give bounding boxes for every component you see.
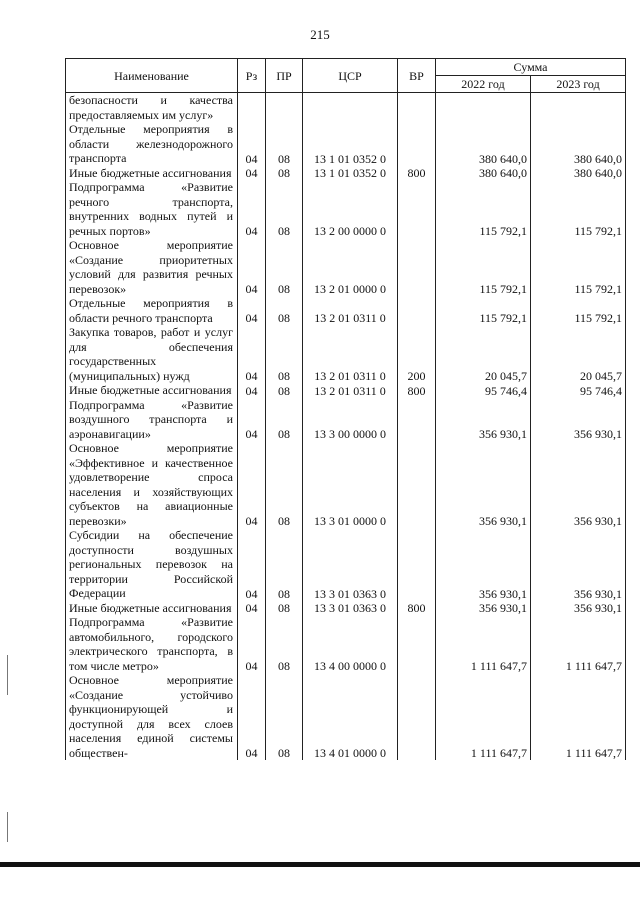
- row-name: Отдельные мероприятия в области речного транспорта: [66, 296, 238, 325]
- row-rz: 04: [238, 441, 266, 528]
- row-name: Отдельные мероприятия в области железнодорожного транспорта: [66, 122, 238, 166]
- row-sum-2023: 115 792,1: [531, 238, 626, 296]
- row-name: Подпрограмма «Развитие воздушного транспорта и аэронавигации»: [66, 398, 238, 442]
- row-sum-2022: 356 930,1: [436, 601, 531, 616]
- row-rz: [238, 93, 266, 123]
- row-vr: [398, 528, 436, 601]
- row-pr: 08: [266, 601, 303, 616]
- row-rz: 04: [238, 383, 266, 398]
- row-vr: [398, 615, 436, 673]
- row-sum-2023: 1 111 647,7: [531, 673, 626, 760]
- row-name: Основное мероприятие «Эффективное и качественное удовлетворение спроса населения и хозяйствующих субъектов на авиационные перевозки»: [66, 441, 238, 528]
- row-sum-2022: 1 111 647,7: [436, 673, 531, 760]
- row-name: безопасности и качества предоставляемых им услуг»: [66, 93, 238, 123]
- row-name: Иные бюджетные ассигнования: [66, 601, 238, 616]
- header-vr: ВР: [398, 59, 436, 93]
- row-vr: [398, 122, 436, 166]
- table-row: [66, 601, 626, 616]
- header-name: Наименование: [66, 59, 238, 93]
- row-csr: [303, 93, 398, 123]
- header-year-2023: 2023 год: [531, 76, 626, 93]
- table-row: [66, 296, 626, 325]
- row-sum-2023: 20 045,7: [531, 325, 626, 383]
- row-rz: 04: [238, 673, 266, 760]
- row-rz: 04: [238, 601, 266, 616]
- row-vr: [398, 180, 436, 238]
- row-rz: 04: [238, 122, 266, 166]
- row-vr: 800: [398, 601, 436, 616]
- row-pr: 08: [266, 528, 303, 601]
- table-row: [66, 325, 626, 383]
- row-sum-2023: 115 792,1: [531, 180, 626, 238]
- row-sum-2022: 115 792,1: [436, 238, 531, 296]
- row-sum-2023: 95 746,4: [531, 383, 626, 398]
- row-rz: 04: [238, 615, 266, 673]
- table-row: [66, 238, 626, 296]
- row-pr: 08: [266, 383, 303, 398]
- table-row: [66, 673, 626, 760]
- scan-bottom-edge: [0, 862, 640, 867]
- row-csr: 13 2 01 0311 0: [303, 325, 398, 383]
- table-row: [66, 180, 626, 238]
- row-pr: 08: [266, 398, 303, 442]
- row-rz: 04: [238, 528, 266, 601]
- row-vr: [398, 238, 436, 296]
- row-vr: [398, 441, 436, 528]
- table-row: [66, 166, 626, 181]
- table-row: [66, 528, 626, 601]
- row-vr: [398, 296, 436, 325]
- row-sum-2023: 356 930,1: [531, 601, 626, 616]
- row-rz: 04: [238, 296, 266, 325]
- row-name: Основное мероприятие «Создание устойчиво функционирующей и доступной для всех слоев населения единой системы обществен-: [66, 673, 238, 760]
- row-pr: 08: [266, 296, 303, 325]
- row-name: Закупка товаров, работ и услуг для обеспечения государственных (муниципальных) нужд: [66, 325, 238, 383]
- row-pr: 08: [266, 166, 303, 181]
- row-csr: 13 3 00 0000 0: [303, 398, 398, 442]
- row-name: Подпрограмма «Развитие автомобильного, городского электрического транспорта, в том числе метро»: [66, 615, 238, 673]
- row-csr: 13 1 01 0352 0: [303, 122, 398, 166]
- row-pr: [266, 93, 303, 123]
- row-pr: 08: [266, 441, 303, 528]
- budget-table: [65, 58, 626, 760]
- header-year-2022: 2022 год: [436, 76, 531, 93]
- row-sum-2022: 95 746,4: [436, 383, 531, 398]
- row-csr: 13 2 01 0311 0: [303, 383, 398, 398]
- row-pr: 08: [266, 180, 303, 238]
- row-vr: 200: [398, 325, 436, 383]
- header-sum: Сумма: [436, 59, 626, 76]
- row-sum-2022: 356 930,1: [436, 398, 531, 442]
- scan-margin-mark: [7, 812, 8, 842]
- table-row: [66, 398, 626, 442]
- row-sum-2022: 380 640,0: [436, 166, 531, 181]
- header-csr: ЦСР: [303, 59, 398, 93]
- row-sum-2022: 380 640,0: [436, 122, 531, 166]
- row-pr: 08: [266, 615, 303, 673]
- row-rz: 04: [238, 166, 266, 181]
- row-vr: [398, 673, 436, 760]
- row-name: Подпрограмма «Развитие речного транспорта, внутренних водных путей и речных портов»: [66, 180, 238, 238]
- row-name: Основное мероприятие «Создание приоритетных условий для развития речных перевозок»: [66, 238, 238, 296]
- row-name: Субсидии на обеспечение доступности воздушных региональных перевозок на территории Российской Федерации: [66, 528, 238, 601]
- table-row: [66, 615, 626, 673]
- row-csr: 13 3 01 0363 0: [303, 528, 398, 601]
- header-rz: Рз: [238, 59, 266, 93]
- row-sum-2022: 356 930,1: [436, 528, 531, 601]
- row-rz: 04: [238, 325, 266, 383]
- page-number: 215: [310, 27, 330, 42]
- row-sum-2022: 1 111 647,7: [436, 615, 531, 673]
- row-sum-2023: 356 930,1: [531, 441, 626, 528]
- row-rz: 04: [238, 238, 266, 296]
- row-pr: 08: [266, 122, 303, 166]
- row-pr: 08: [266, 238, 303, 296]
- row-name: Иные бюджетные ассигнования: [66, 166, 238, 181]
- row-rz: 04: [238, 398, 266, 442]
- table-row: [66, 383, 626, 398]
- row-sum-2023: 380 640,0: [531, 122, 626, 166]
- row-csr: 13 4 00 0000 0: [303, 615, 398, 673]
- row-sum-2022: 115 792,1: [436, 296, 531, 325]
- row-csr: 13 3 01 0000 0: [303, 441, 398, 528]
- row-sum-2022: [436, 93, 531, 123]
- row-vr: [398, 398, 436, 442]
- row-pr: 08: [266, 673, 303, 760]
- row-csr: 13 4 01 0000 0: [303, 673, 398, 760]
- row-sum-2023: 1 111 647,7: [531, 615, 626, 673]
- row-pr: 08: [266, 325, 303, 383]
- table-row: [66, 441, 626, 528]
- header-pr: ПР: [266, 59, 303, 93]
- row-csr: 13 2 01 0311 0: [303, 296, 398, 325]
- row-sum-2022: 115 792,1: [436, 180, 531, 238]
- row-name: Иные бюджетные ассигнования: [66, 383, 238, 398]
- table-row: [66, 93, 626, 123]
- row-sum-2022: 20 045,7: [436, 325, 531, 383]
- table-row: [66, 122, 626, 166]
- row-sum-2023: 356 930,1: [531, 528, 626, 601]
- row-sum-2023: [531, 93, 626, 123]
- row-csr: 13 1 01 0352 0: [303, 166, 398, 181]
- row-sum-2022: 356 930,1: [436, 441, 531, 528]
- row-rz: 04: [238, 180, 266, 238]
- row-sum-2023: 356 930,1: [531, 398, 626, 442]
- scan-margin-mark: [7, 655, 8, 695]
- row-vr: [398, 93, 436, 123]
- row-sum-2023: 380 640,0: [531, 166, 626, 181]
- row-vr: 800: [398, 383, 436, 398]
- row-csr: 13 2 00 0000 0: [303, 180, 398, 238]
- row-csr: 13 3 01 0363 0: [303, 601, 398, 616]
- row-csr: 13 2 01 0000 0: [303, 238, 398, 296]
- row-vr: 800: [398, 166, 436, 181]
- row-sum-2023: 115 792,1: [531, 296, 626, 325]
